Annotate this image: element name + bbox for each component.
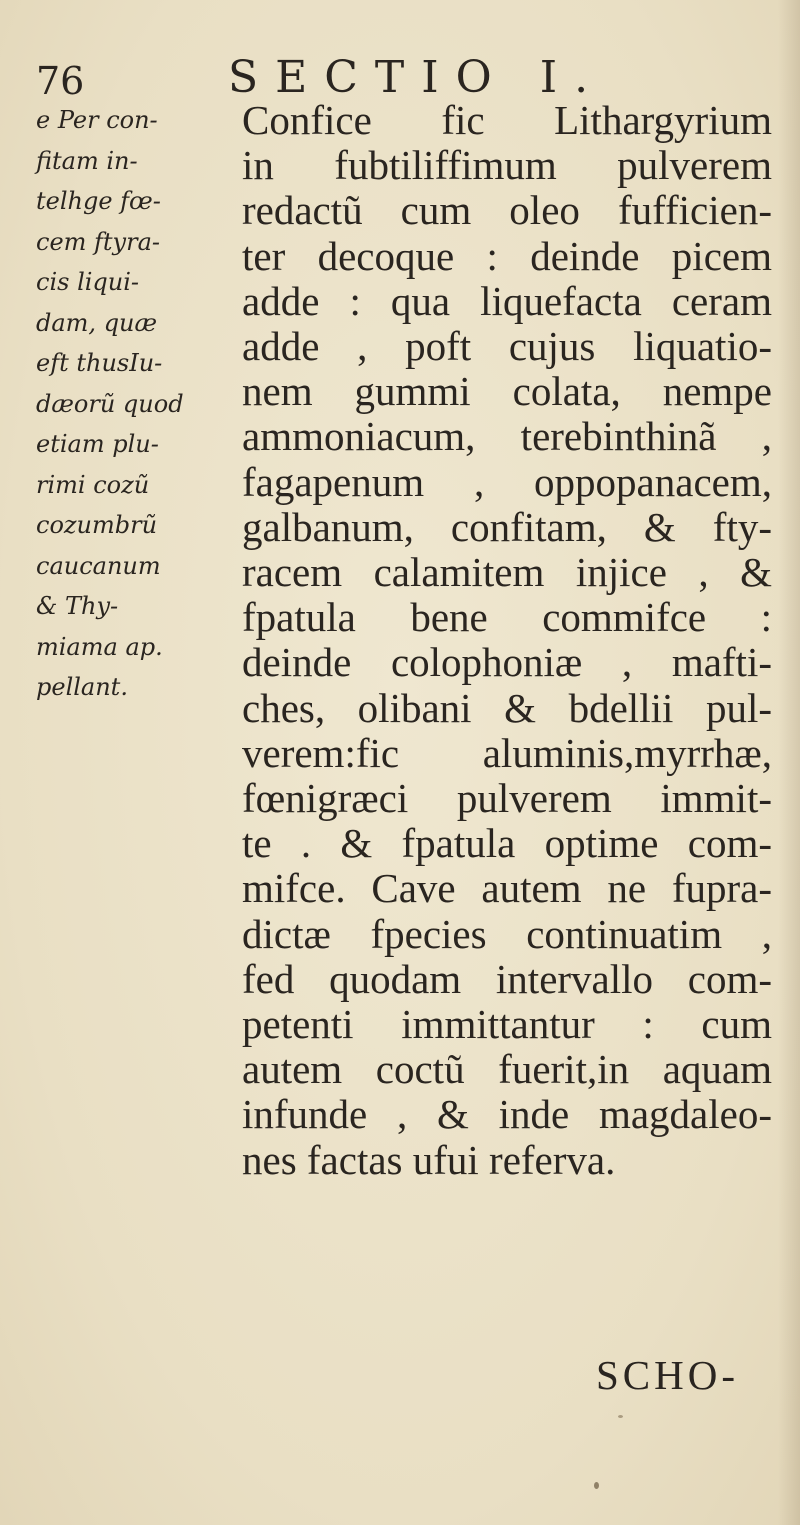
text-line: nes factas ufui referva. [242, 1136, 616, 1183]
margin-note-line: fitam in- [36, 146, 138, 175]
margin-note-line: caucanum [36, 551, 161, 580]
text-line: nem gummi colata, nempe [242, 368, 772, 415]
margin-note-line: cozumbrũ [36, 511, 158, 539]
text-line: in fubtiliffimum pulverem [242, 142, 772, 189]
text-line: fœnigræci pulverem immit- [242, 775, 772, 822]
text-line: petenti immittantur : cum [242, 1001, 772, 1048]
margin-note-line: dæorũ quod [36, 389, 184, 418]
text-line: ter decoque : deinde picem [242, 232, 772, 279]
text-line: racem calamitem injice , & [242, 549, 772, 596]
margin-note-line: cis liqui- [36, 268, 140, 296]
text-line: infunde , & inde magdaleo- [242, 1091, 772, 1138]
text-line: te . & fpatula optime com- [242, 820, 772, 867]
margin-note-line: dam, quæ [36, 308, 158, 337]
text-line: galbanum, confitam, & fty- [242, 503, 772, 550]
text-line: ches, olibani & bdellii pul- [242, 684, 772, 731]
margin-note-line: miama ap. [36, 632, 163, 661]
margin-note-line: telhge fœ- [36, 187, 161, 215]
margin-note-line: cem ftyra- [36, 227, 161, 256]
text-line: fagapenum , oppopanacem, [242, 458, 772, 505]
text-line: adde : qua liquefacta ceram [242, 277, 772, 324]
text-line: fpatula bene commifce : [242, 594, 772, 641]
margin-note-line: & Thy- [36, 592, 119, 620]
text-line: adde , poft cujus liquatio- [242, 323, 772, 370]
text-line: redactũ cum oleo fufficien- [242, 187, 772, 234]
text-line: fed quodam intervallo com- [242, 955, 772, 1002]
catchword: SCHO- [596, 1352, 740, 1398]
ink-speck [594, 1482, 599, 1489]
margin-note-line: rimi cozũ [36, 470, 150, 499]
margin-note [36, 100, 216, 708]
ink-speck [618, 1415, 623, 1418]
margin-note-line: etiam plu- [36, 430, 159, 458]
margin-note-line: eft thusIu- [36, 349, 163, 377]
margin-note-line: e Per con- [36, 106, 158, 134]
page-number: 76 [36, 59, 85, 103]
text-line: ammoniacum, terebinthinã , [242, 413, 772, 460]
margin-note-line: pellant. [36, 673, 128, 701]
text-line: Confice fic Lithargyrium [242, 97, 772, 143]
text-line: deinde colophoniæ , mafti- [242, 639, 772, 686]
text-line: autem coctũ fuerit,in aquam [242, 1046, 772, 1093]
page-edge-shadow [778, 0, 800, 1525]
text-line: dictæ fpecies continuatim , [242, 910, 772, 957]
main-text-block [242, 98, 772, 1183]
text-line: mifce. Cave autem ne fupra- [242, 865, 772, 912]
running-head: SECTIO I. [228, 52, 606, 103]
text-line: verem:fic aluminis,myrrhæ, [242, 729, 772, 776]
